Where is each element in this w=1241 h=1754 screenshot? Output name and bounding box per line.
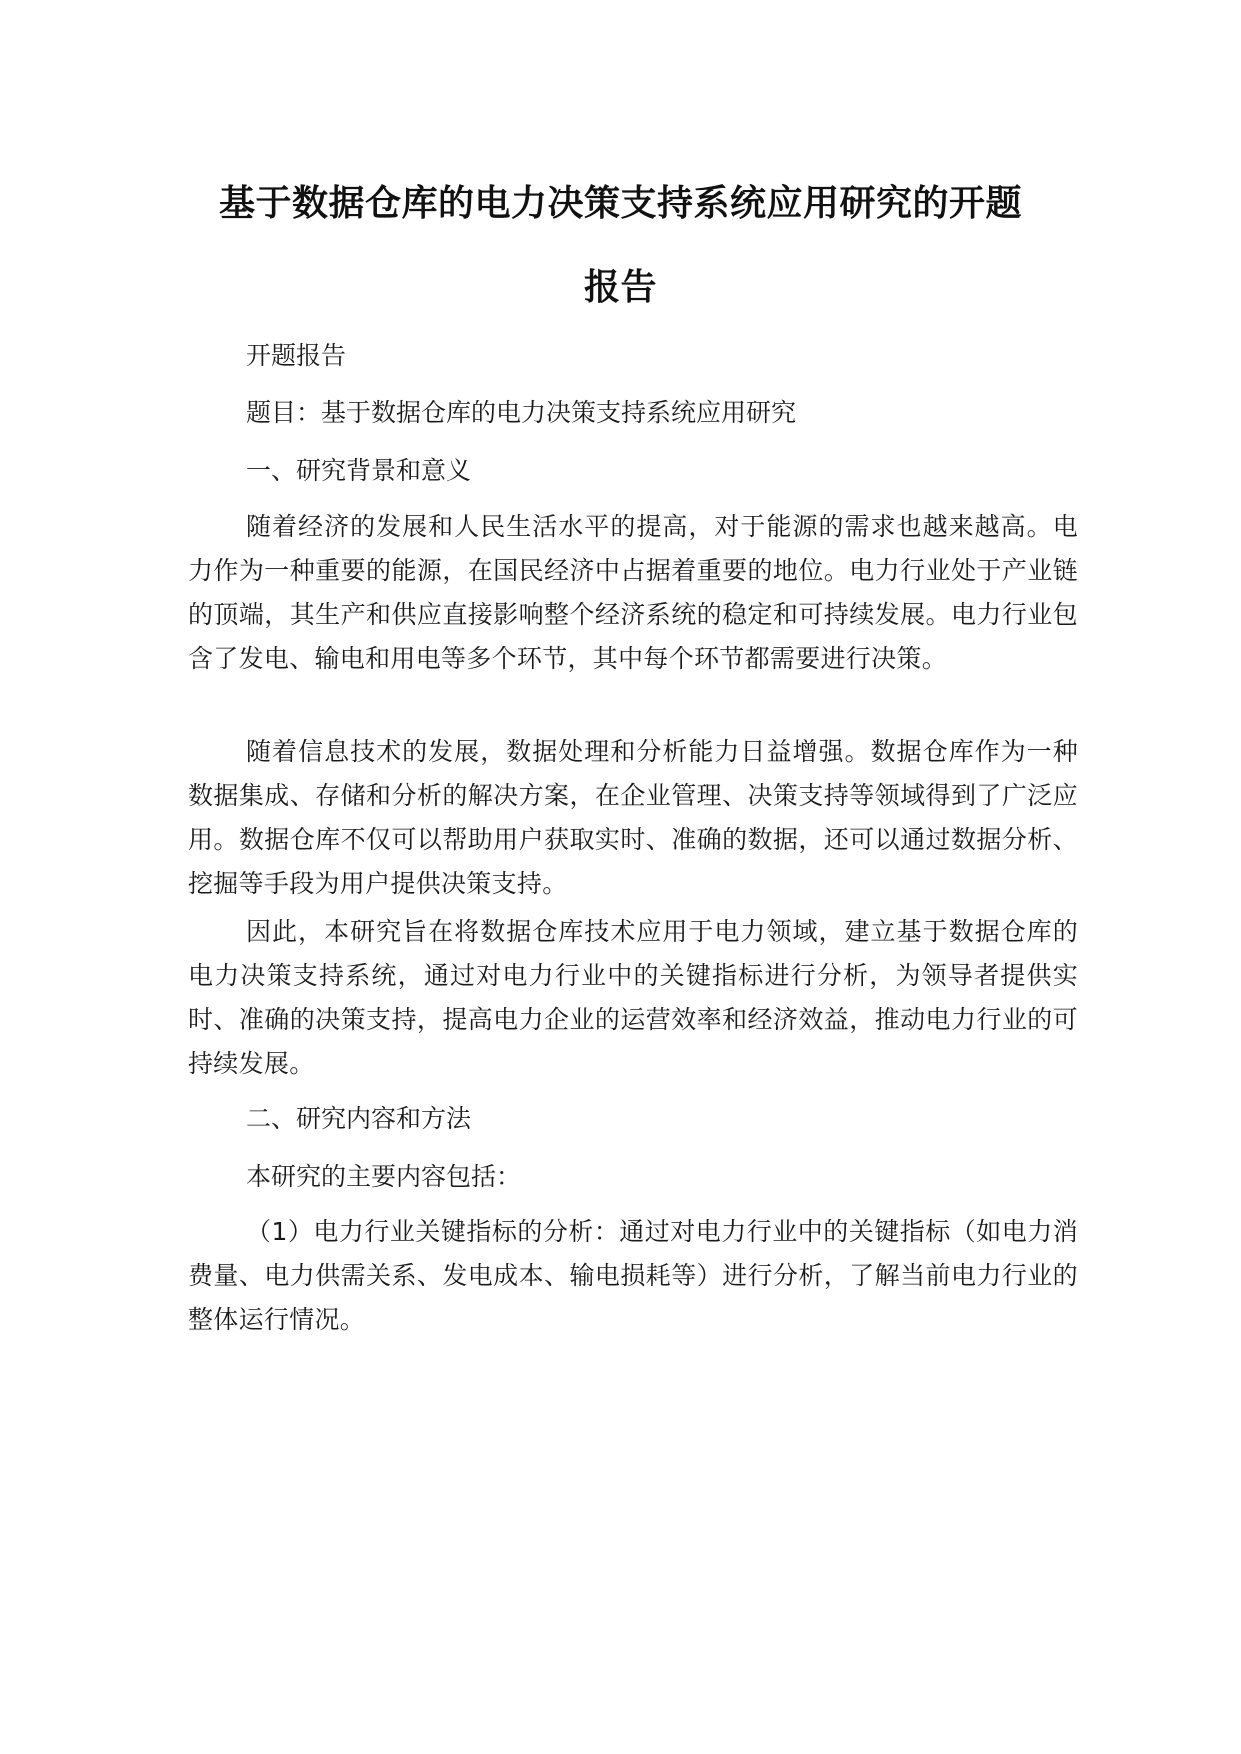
content-intro: 本研究的主要内容包括： (246, 1162, 522, 1191)
paragraph-background-3: 因此，本研究旨在将数据仓库技术应用于电力领域，建立基于数据仓库的电力决策支持系统，通过对电力行业中的关键指标进行分析，为领导者提供实时、准确的决策支持，提高电力企业的运营效率和经济效益，推动电力行业的可持续发展。 (188, 917, 1078, 1078)
section-2-heading: 二、研究内容和方法 (246, 1104, 472, 1133)
content-item-1: （1）电力行业关键指标的分析：通过对电力行业中的关键指标（如电力消费量、电力供需关系、发电成本、输电损耗等）进行分析，了解当前电力行业的整体运行情况。 (188, 1217, 1078, 1334)
topic-line: 题目：基于数据仓库的电力决策支持系统应用研究 (246, 398, 797, 427)
paragraph-background-1: 随着经济的发展和人民生活水平的提高，对于能源的需求也越来越高。电力作为一种重要的能源，在国民经济中占据着重要的地位。电力行业处于产业链的顶端，其生产和供应直接影响整个经济系统的稳定和可持续发展。电力行业包含了发电、输电和用电等多个环节，其中每个环节都需要进行决策。 (188, 512, 1078, 673)
section-1-heading: 一、研究背景和意义 (246, 456, 472, 485)
paragraph-background-2: 随着信息技术的发展，数据处理和分析能力日益增强。数据仓库作为一种数据集成、存储和分析的解决方案，在企业管理、决策支持等领域得到了广泛应用。数据仓库不仅可以帮助用户获取实时、准确的数据，还可以通过数据分析、挖掘等手段为用户提供决策支持。 (188, 737, 1078, 898)
report-label: 开题报告 (246, 341, 347, 370)
document-title-line-1: 基于数据仓库的电力决策支持系统应用研究的开题 (218, 183, 1022, 224)
document-title-line-2: 报告 (583, 267, 657, 308)
